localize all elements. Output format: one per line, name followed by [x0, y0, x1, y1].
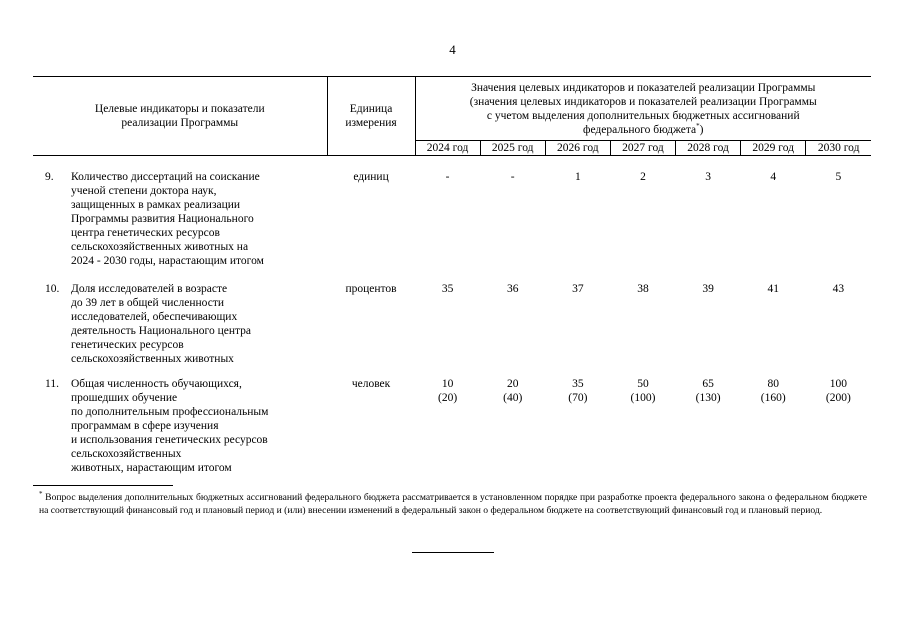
- table-row: [33, 377, 871, 477]
- value-cell: [676, 282, 741, 377]
- value-cell: [676, 377, 741, 477]
- indicator-name: [67, 170, 327, 282]
- indicator-name-line: исследователей, обеспечивающих: [71, 311, 238, 323]
- page-number: 4: [449, 42, 456, 57]
- table-row: [33, 170, 871, 282]
- year-header: 2024 год: [415, 140, 480, 155]
- indicator-name-line: животных, нарастающим итогом: [71, 462, 232, 474]
- indicator-name-line: Общая численность обучающихся,: [71, 378, 242, 390]
- indicator-name-line: Программы развития Национального: [71, 213, 254, 225]
- value-cell: [480, 377, 545, 477]
- footnote: [39, 491, 867, 517]
- year-header: 2028 год: [676, 140, 741, 155]
- header-indicator-line: Целевые индикаторы и показатели: [94, 103, 265, 115]
- value-extended: (20): [438, 392, 458, 404]
- year-header: 2027 год: [610, 140, 675, 155]
- spacer: [33, 156, 871, 171]
- year-header: 2025 год: [480, 140, 545, 155]
- indicator-name-line: прошедших обучение: [71, 392, 178, 404]
- value-cell: [545, 377, 610, 477]
- value-cell: [806, 282, 871, 377]
- value: -: [445, 171, 450, 183]
- value: -: [510, 171, 515, 183]
- value-cell: [415, 282, 480, 377]
- header-group-text: федерального бюджета: [583, 124, 697, 137]
- footnote-text: Вопрос выделения дополнительных бюджетных ассигнований федерального бюджета рассматривается в установленном порядке при разработке проекта федерального закона о федеральном бюджете на соответствующий финансовый год и плановый период и (или) внесении изменений в федеральный закон о федеральном бюджете на соответствующий финансовый год и плановый период.: [39, 492, 867, 516]
- indicator-name: [67, 377, 327, 477]
- footnote-mark: *: [696, 122, 700, 131]
- unit-cell: человек: [351, 378, 391, 390]
- header-indicator: [33, 77, 327, 156]
- value-cell: [610, 377, 675, 477]
- value-cell: [806, 377, 871, 477]
- table-row: [33, 282, 871, 377]
- year-header: 2026 год: [545, 140, 610, 155]
- unit-cell: единиц: [353, 171, 389, 183]
- value: 3: [705, 171, 711, 183]
- header-indicator-line: реализации Программы: [121, 117, 239, 129]
- year-header: 2029 год: [741, 140, 806, 155]
- year-header: 2030 год: [806, 140, 871, 155]
- indicator-name-line: до 39 лет в общей численности: [71, 297, 225, 309]
- value-cell: [610, 170, 675, 282]
- indicator-name-line: Доля исследователей в возрасте: [71, 283, 228, 295]
- header-group-line: [422, 123, 865, 137]
- indicator-name-line: сельскохозяйственных: [71, 448, 182, 460]
- row-number: 10.: [45, 283, 60, 295]
- header-unit-line: Единица: [349, 103, 393, 115]
- header-unit: [327, 77, 415, 156]
- value-extended: (100): [630, 392, 656, 404]
- value-cell: [545, 170, 610, 282]
- value: 35: [441, 283, 454, 295]
- indicator-name-line: сельскохозяйственных животных на: [71, 241, 249, 253]
- value-cell: [480, 282, 545, 377]
- value: 20: [506, 378, 519, 390]
- indicator-name-line: сельскохозяйственных животных: [71, 353, 234, 365]
- indicator-name-line: программам в сфере изучения: [71, 420, 219, 432]
- value: 39: [702, 283, 714, 295]
- value: 65: [702, 378, 714, 390]
- value: 5: [835, 171, 842, 183]
- value: 80: [767, 378, 779, 390]
- header-group-line: Значения целевых индикаторов и показателей реализации Программы: [471, 82, 816, 95]
- value-cell: [415, 377, 480, 477]
- header-group-close: ): [699, 124, 704, 137]
- footnote-mark: *: [39, 489, 43, 498]
- indicator-name-line: и использования генетических ресурсов: [71, 434, 268, 446]
- value: 43: [832, 283, 845, 295]
- value: 37: [572, 283, 584, 295]
- indicator-name-line: деятельность Национального центра: [71, 325, 252, 337]
- value: 10: [441, 378, 454, 390]
- value-cell: [806, 170, 871, 282]
- header-unit-line: измерения: [345, 117, 397, 129]
- header-values-group: [415, 77, 871, 141]
- value: 35: [572, 378, 584, 390]
- value-extended: (130): [695, 392, 721, 404]
- indicator-name-line: 2024 - 2030 годы, нарастающим итогом: [71, 255, 264, 267]
- unit-cell: процентов: [345, 283, 397, 295]
- value: 36: [506, 283, 519, 295]
- indicator-name-line: по дополнительным профессиональным: [71, 406, 269, 418]
- value-cell: [610, 282, 675, 377]
- value: 50: [637, 378, 649, 390]
- indicator-name-line: защищенных в рамках реализации: [71, 199, 241, 211]
- value-extended: (200): [825, 392, 851, 404]
- value: 4: [770, 171, 777, 183]
- value: 41: [767, 283, 779, 295]
- value: 2: [640, 171, 646, 183]
- indicator-name-line: Количество диссертаций на соискание: [71, 171, 260, 183]
- value: 1: [574, 171, 581, 183]
- value-extended: (40): [503, 392, 523, 404]
- indicators-table: [33, 76, 871, 477]
- indicator-name-line: ученой степени доктора наук,: [71, 185, 217, 197]
- row-number: 11.: [45, 378, 59, 390]
- value-extended: (70): [568, 392, 588, 404]
- indicator-name-line: генетических ресурсов: [71, 339, 184, 351]
- header-group-line: с учетом выделения дополнительных бюджетных ассигнований: [486, 110, 800, 123]
- value: 38: [637, 283, 649, 295]
- value-extended: (160): [760, 392, 786, 404]
- value-cell: [415, 170, 480, 282]
- row-number: 9.: [45, 171, 54, 183]
- value-cell: [741, 170, 806, 282]
- value-cell: [741, 282, 806, 377]
- header-group-line: (значения целевых индикаторов и показателей реализации Программы: [469, 96, 817, 109]
- value-cell: [545, 282, 610, 377]
- value: 100: [829, 378, 848, 390]
- value-cell: [676, 170, 741, 282]
- indicator-name: [67, 282, 327, 377]
- value-cell: [480, 170, 545, 282]
- indicator-name-line: центра генетических ресурсов: [71, 227, 220, 239]
- value-cell: [741, 377, 806, 477]
- end-divider: [412, 552, 494, 553]
- footnote-divider: [33, 485, 173, 486]
